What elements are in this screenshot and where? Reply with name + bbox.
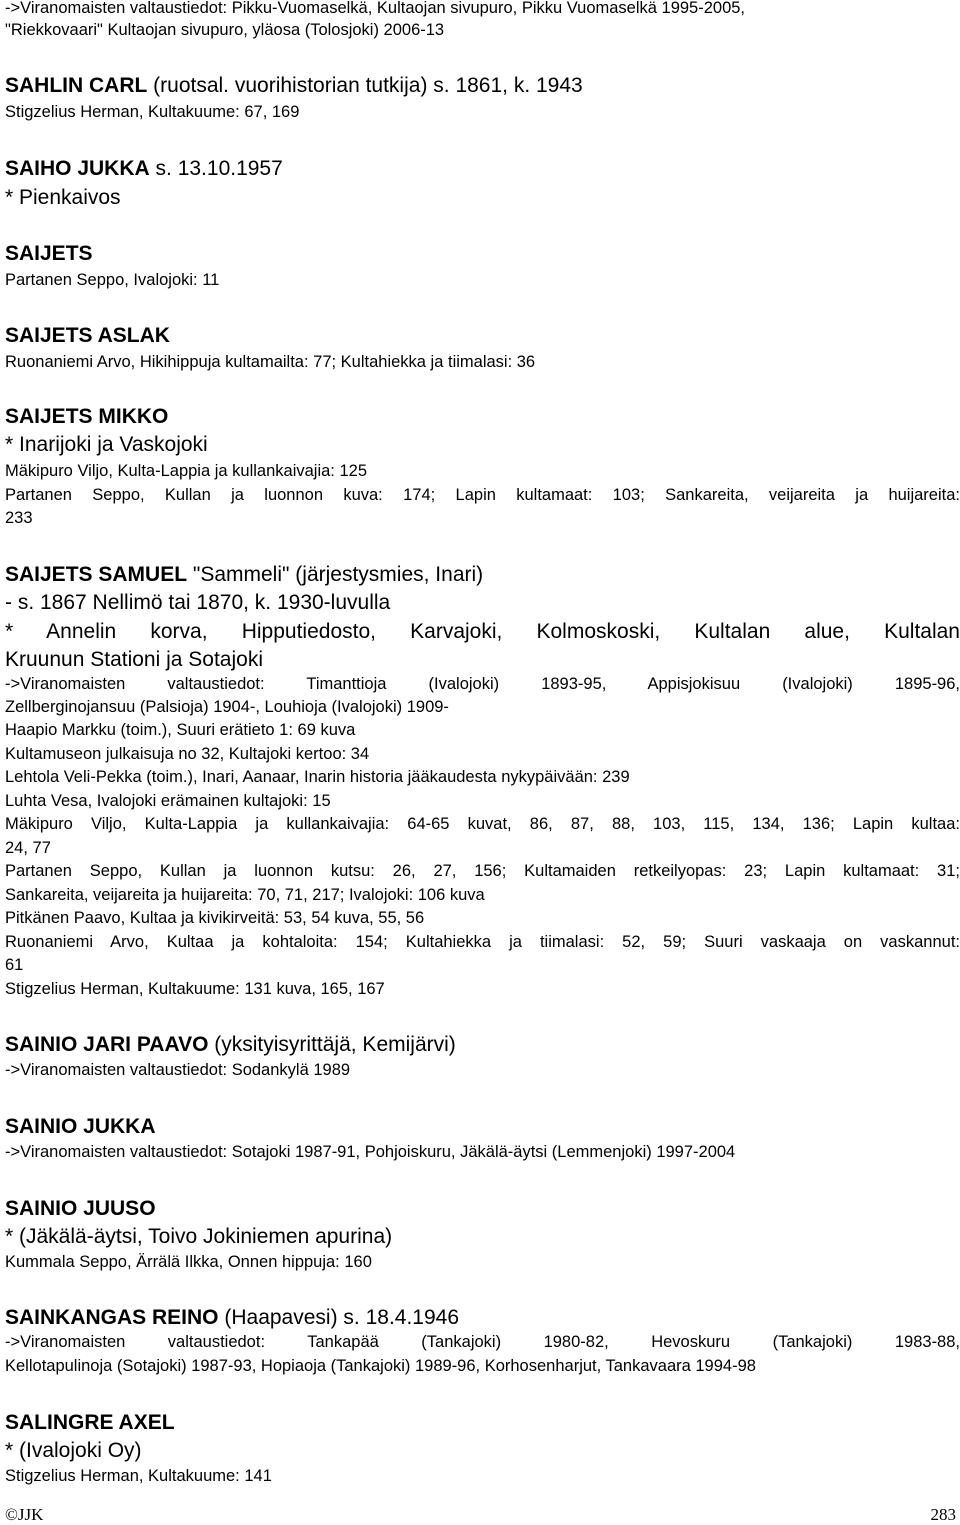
line-text: (Haapavesi) s. 18.4.1946: [218, 1306, 460, 1329]
line-text: (yksityisyrittäjä, Kemijärvi): [208, 1033, 456, 1056]
line-text: * Annelin korva, Hipputiedosto, Karvajoki, Kolmoskoski, Kultalan alue, Kultalan: [5, 620, 960, 643]
text-line: [5, 510, 33, 527]
line-text: Lehtola Veli-Pekka (toim.), Inari, Aanaar, Inarin historia jääkaudesta nykypäivään: 239: [5, 768, 630, 786]
line-text: * Inarijoki ja Vaskojoki: [5, 433, 208, 456]
line-text: Kruunun Stationi ja Sotajoki: [5, 648, 263, 671]
text-line: [5, 272, 219, 289]
line-text: Kummala Seppo, Ärrälä Ilkka, Onnen hippuja: 160: [5, 1253, 372, 1271]
person-name: SAIJETS SAMUEL: [5, 563, 188, 586]
line-text: ->Viranomaisten valtaustiedot: Timanttioja (Ivalojoki) 1893-95, Appisjokisuu (Ivalojoki) 1895-96,: [5, 675, 960, 693]
line-text: Luhta Vesa, Ivalojoki erämainen kultajoki: 15: [5, 792, 331, 810]
text-line: [5, 816, 960, 833]
line-text: Mäkipuro Viljo, Kulta-Lappia ja kullankaivajia: 125: [5, 462, 367, 480]
text-line: [5, 487, 960, 504]
text-line: [5, 1440, 142, 1461]
text-line: [5, 910, 424, 927]
text-line: [5, 1226, 392, 1247]
line-text: Mäkipuro Viljo, Kulta-Lappia ja kullankaivajia: 64-65 kuvat, 86, 87, 88, 103, 115, 134, 136; Lapin kultaa:: [5, 815, 960, 833]
line-text: 233: [5, 509, 33, 527]
text-line: [5, 1468, 272, 1485]
line-text: Partanen Seppo, Ivalojoki: 11: [5, 271, 220, 289]
line-text: ->Viranomaisten valtaustiedot: Pikku-Vuomaselkä, Kultaojan sivupuro, Pikku Vuomaselkä 1995-2005,: [5, 0, 746, 17]
line-text: - s. 1867 Nellimö tai 1870, k. 1930-luvulla: [5, 591, 391, 614]
line-text: "Riekkovaari" Kultaojan sivupuro, yläosa (Tolosjoki) 2006-13: [5, 21, 445, 39]
text-line: [5, 676, 960, 693]
text-line: [5, 863, 960, 880]
footer-copyright: ©JJK: [5, 1505, 44, 1524]
text-line: [5, 957, 23, 974]
text-line: [5, 840, 51, 857]
line-text: Pitkänen Paavo, Kultaa ja kivikirveitä: 53, 54 kuva, 55, 56: [5, 909, 425, 927]
line-text: s. 13.10.1957: [149, 157, 283, 180]
text-line: [5, 793, 331, 810]
line-text: Sankareita, veijareita ja huijareita: 70, 71, 217; Ivalojoki: 106 kuva: [5, 886, 485, 904]
entry-heading: [5, 75, 583, 96]
entry-heading: [5, 1412, 175, 1433]
entry-heading: [5, 564, 483, 585]
entry-heading: [5, 1307, 459, 1328]
text-line: [5, 1062, 350, 1079]
line-text: * Pienkaivos: [5, 186, 121, 209]
text-line: [5, 699, 449, 716]
text-line: [5, 0, 745, 17]
line-text: ->Viranomaisten valtaustiedot: Sodankylä 1989: [5, 1061, 351, 1079]
entry-heading: [5, 325, 170, 346]
person-name: SAINKANGAS REINO: [5, 1306, 219, 1329]
entry-heading: [5, 1034, 456, 1055]
text-line: [5, 1358, 756, 1375]
text-line: [5, 934, 960, 951]
person-name: SAIJETS ASLAK: [5, 324, 170, 347]
page-number: 283: [930, 1505, 956, 1524]
person-name: SALINGRE AXEL: [5, 1411, 175, 1434]
text-line: [5, 887, 485, 904]
text-line: [5, 1334, 960, 1351]
text-line: [5, 463, 367, 480]
entry-heading: [5, 158, 283, 179]
line-text: "Sammeli" (järjestysmies, Inari): [187, 563, 484, 586]
person-name: SAIJETS MIKKO: [5, 405, 169, 428]
line-text: Zellberginojansuu (Palsioja) 1904-, Louhioja (Ivalojoki) 1909-: [5, 698, 449, 716]
text-line: [5, 187, 121, 208]
line-text: 24, 77: [5, 839, 51, 857]
line-text: Partanen Seppo, Kullan ja luonnon kuva: 174; Lapin kultamaat: 103; Sankareita, veijareita ja huijareita:: [5, 486, 960, 504]
line-text: Stigzelius Herman, Kultakuume: 67, 169: [5, 103, 300, 121]
text-line: [5, 592, 390, 613]
text-line: [5, 22, 444, 39]
text-line: [5, 434, 208, 455]
person-name: SAINIO JUKKA: [5, 1115, 156, 1138]
text-line: [5, 746, 369, 763]
text-line: [5, 354, 535, 371]
text-line: [5, 649, 263, 670]
person-name: SAIJETS: [5, 242, 93, 265]
line-text: Stigzelius Herman, Kultakuume: 141: [5, 1467, 272, 1485]
text-line: [5, 722, 355, 739]
entry-heading: [5, 406, 168, 427]
person-name: SAIHO JUKKA: [5, 157, 150, 180]
line-text: (ruotsal. vuorihistorian tutkija) s. 1861, k. 1943: [147, 74, 583, 97]
person-name: SAINIO JUUSO: [5, 1197, 156, 1220]
line-text: Stigzelius Herman, Kultakuume: 131 kuva, 165, 167: [5, 980, 385, 998]
line-text: Partanen Seppo, Kullan ja luonnon kutsu: 26, 27, 156; Kultamaiden retkeilyopas: 23; Lapin kultamaat: 31;: [5, 862, 960, 880]
entry-heading: [5, 1116, 156, 1137]
entry-heading: [5, 243, 93, 264]
text-line: [5, 104, 299, 121]
line-text: Ruonaniemi Arvo, Hikihippuja kultamailta: 77; Kultahiekka ja tiimalasi: 36: [5, 353, 536, 371]
line-text: * (Jäkälä-äytsi, Toivo Jokiniemen apurina): [5, 1225, 393, 1248]
text-line: [5, 981, 385, 998]
line-text: ->Viranomaisten valtaustiedot: Sotajoki 1987-91, Pohjoiskuru, Jäkälä-äytsi (Lemmenjoki) 1997-2004: [5, 1143, 736, 1161]
line-text: 61: [5, 956, 24, 974]
line-text: Ruonaniemi Arvo, Kultaa ja kohtaloita: 154; Kultahiekka ja tiimalasi: 52, 59; Suuri vaskaaja on vaskannut:: [5, 933, 960, 951]
person-name: SAINIO JARI PAAVO: [5, 1033, 209, 1056]
line-text: * (Ivalojoki Oy): [5, 1439, 142, 1462]
text-line: [5, 621, 960, 642]
text-line: [5, 1144, 735, 1161]
text-line: [5, 1254, 372, 1271]
entry-heading: [5, 1198, 156, 1219]
line-text: Haapio Markku (toim.), Suuri erätieto 1: 69 kuva: [5, 721, 356, 739]
line-text: Kellotapulinoja (Sotajoki) 1987-93, Hopiaoja (Tankajoki) 1989-96, Korhosenharjut, Tankavaara 1994-98: [5, 1357, 756, 1375]
text-line: [5, 769, 630, 786]
line-text: ->Viranomaisten valtaustiedot: Tankapää (Tankajoki) 1980-82, Hevoskuru (Tankajoki) 1983-88,: [5, 1333, 960, 1351]
person-name: SAHLIN CARL: [5, 74, 148, 97]
line-text: Kultamuseon julkaisuja no 32, Kultajoki kertoo: 34: [5, 745, 370, 763]
